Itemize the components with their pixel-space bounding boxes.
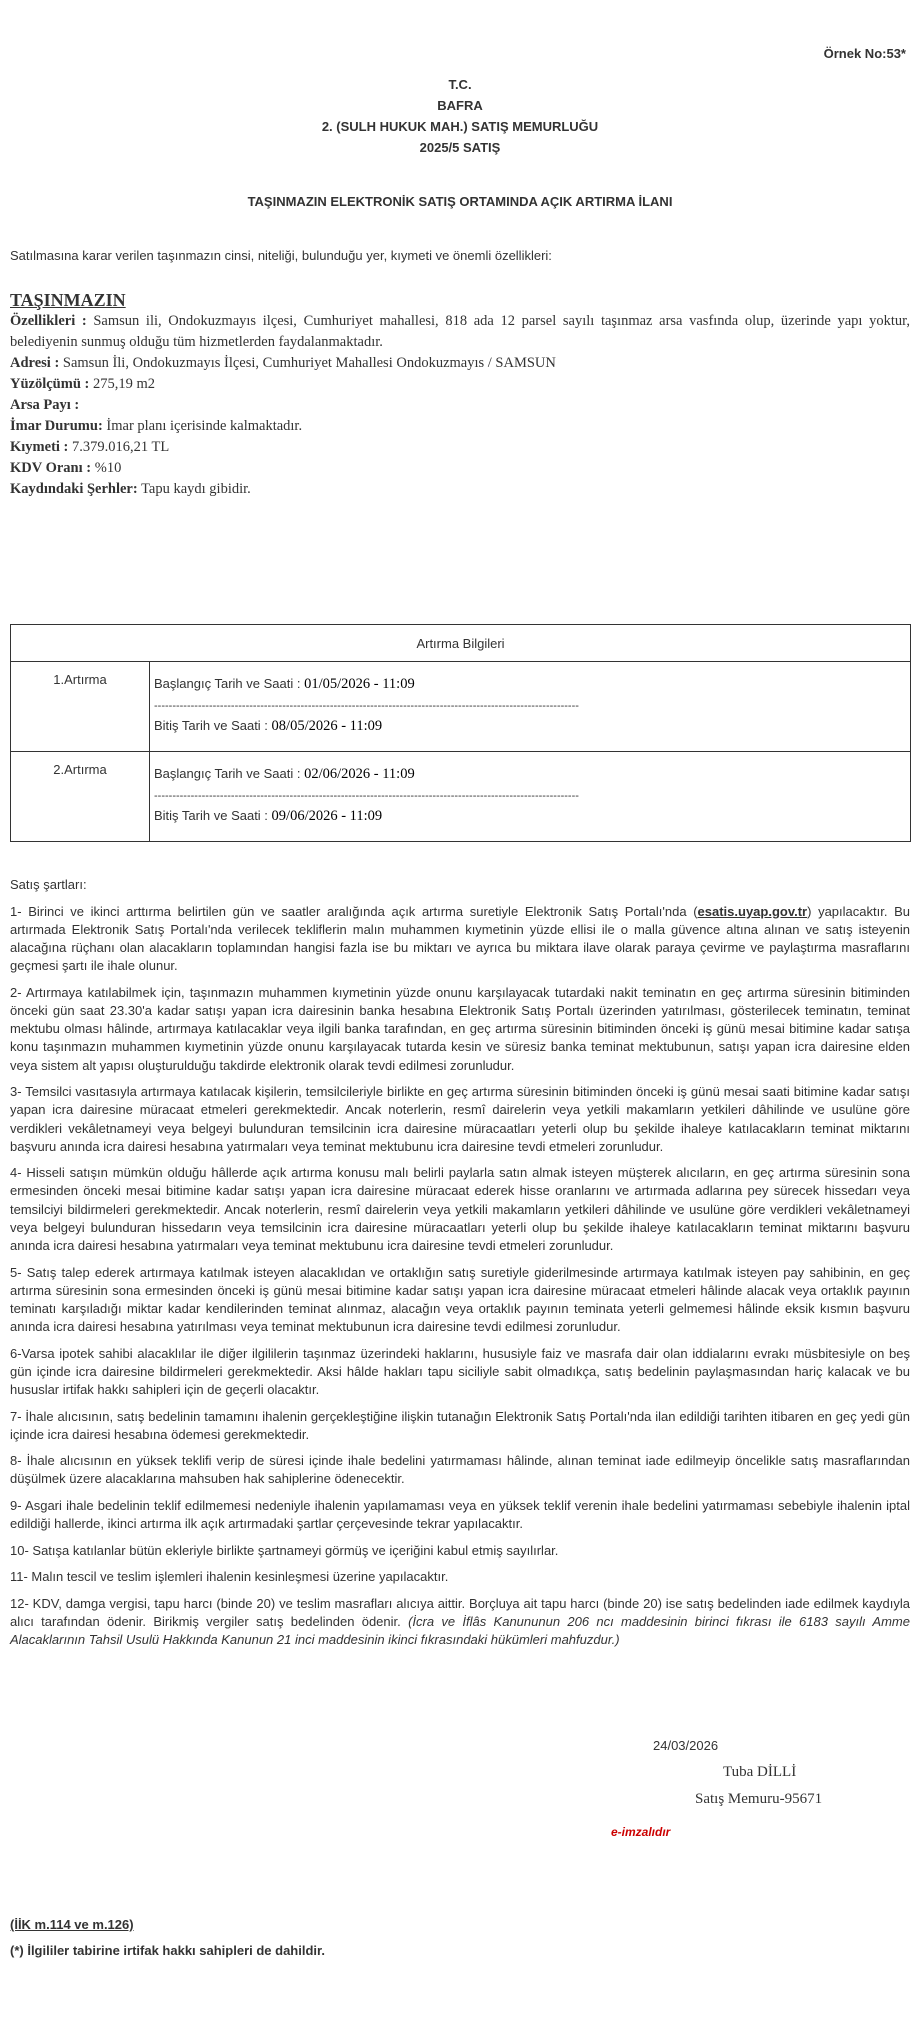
auction-label-2: 2.Artırma [11, 752, 150, 842]
auction-end-2 [154, 806, 906, 826]
header-line-office: 2. (SULH HUKUK MAH.) SATIŞ MEMURLUĞU [321, 119, 599, 134]
annotations-label: Kaydındaki Şerhler: [10, 481, 138, 497]
property-zoning [10, 416, 910, 437]
vat-label: KDV Oranı : [10, 460, 92, 476]
property-vat [10, 458, 910, 479]
zoning-label: İmar Durumu: [10, 418, 103, 434]
property-address [10, 353, 910, 374]
auction-details-1 [150, 662, 911, 752]
signer-name: Tuba DİLLİ [723, 1764, 797, 1780]
property-value [10, 437, 910, 458]
auction-start-1 [154, 674, 906, 694]
condition-6: 6-Varsa ipotek sahibi alacaklılar ile diğer ilgililerin taşınmaz üzerindeki haklarını, hususiyle faiz ve masrafa dair olan iddialarını evrakı müsbitesiyle on beş gün içinde icra dairesine bildirmeleri gerekmektedir. Aksi hâlde hakları tapu siciliyle sabit olmadıkça, satış bedelinin paylaşmasından hariç kalacak ve bu hususlar irtifak hakkı sahipleri için de geçerli olacaktır. [10, 1345, 910, 1398]
property-features [10, 311, 910, 353]
value-label: Kıymeti : [10, 439, 69, 455]
share-label: Arsa Payı : [10, 397, 80, 413]
document-title: TAŞINMAZIN ELEKTRONİK SATIŞ ORTAMINDA AÇIK ARTIRMA İLANI [247, 194, 673, 209]
value-amount: 7.379.016,21 TL [68, 439, 170, 455]
end-label: Bitiş Tarih ve Saati : [154, 808, 272, 823]
address-value: Samsun İli, Ondokuzmayıs İlçesi, Cumhuriyet Mahallesi Ondokuzmayıs / SAMSUN [59, 355, 556, 371]
end-label: Bitiş Tarih ve Saati : [154, 718, 272, 733]
header-line-file: 2025/5 SATIŞ [419, 140, 501, 155]
signer-role: Satış Memuru-95671 [695, 1791, 823, 1807]
start-label: Başlangıç Tarih ve Saati : [154, 676, 305, 691]
condition-1-text-a: 1- Birinci ve ikinci arttırma belirtilen gün ve saatler aralığında açık artırma suretiyle Elektronik Satış Portalı'nda ( [10, 903, 698, 919]
annotations-value: Tapu kaydı gibidir. [137, 481, 251, 497]
signature-date: 24/03/2026 [653, 1738, 719, 1753]
start-label: Başlangıç Tarih ve Saati : [154, 766, 305, 781]
header-line-tc: T.C. [448, 77, 472, 92]
auction-row-1 [11, 662, 911, 752]
condition-7: 7- İhale alıcısının, satış bedelinin tamamını ihalenin gerçekleştiğine ilişkin tutanağın Elektronik Satış Portalı'nda ilan edildiği tarihten itibaren en geç yedi gün içinde icra dairesi hesabına ödemesi gerekmektedir. [10, 1408, 910, 1442]
condition-11: 11- Malın tescil ve teslim işlemleri ihalenin kesinleşmesi üzerine yapılacaktır. [10, 1569, 449, 1585]
condition-3: 3- Temsilci vasıtasıyla artırmaya katılacak kişilerin, temsilcileriyle birlikte en geç artırma süresinin bitiminden önceki iş günü mesai saati bitimine kadar satışı yapan icra dairesine müracaat etmeleri gerekmektedir. Ancak noterlerin, resmî dairelerin veya yetkili makamların yetkileri dâhilinde ve usulüne göre verdikleri vekâletnameyi veya belgeyi bulunduran temsilcinin icra dairesine müracaatları yeterli olup bu şekilde ihaleye katılacakların teminat miktarını başvuru anında icra dairesi hesabına yatırmaları veya teminat mektubunu icra dairesine tevdi etmeleri zorunludur. [10, 1084, 910, 1154]
conditions-heading: Satış şartları: [10, 877, 87, 892]
property-section [10, 289, 910, 500]
header-line-city: BAFRA [437, 98, 483, 113]
property-annotations [10, 479, 910, 500]
condition-5: 5- Satış talep ederek artırmaya katılmak isteyen alacaklıdan ve ortaklığın satış suretiyle giderilmesinde artırmaya katılmak isteyen pay sahibinin, en geç artırma süresinin sona ermesinden önceki iş günü mesai bitimine kadar satışı yapan icra dairesine müracaat etmeleri hâlinde alacak veya ortaklık payının teminatı karşıladığı miktar kadar kendilerinden teminat alınmaz, alacağın veya ortaklık payının teminata yeterli gelmemesi hâlinde eksik kısmın başvuru anında icra dairesi hesabına yatırılması veya teminat mektubunun icra dairesine tevdi edilmesi zorunludur. [10, 1264, 910, 1335]
ornek-number: Örnek No:53* [823, 46, 906, 61]
end-value: 09/06/2026 - 11:09 [271, 808, 383, 824]
condition-1 [10, 903, 910, 976]
condition-12-legal-note: (İcra ve İflâs Kanununun 206 ncı maddesinin birinci fıkrası ile 6183 sayılı Amme Alacaklarının Tahsil Usulü Hakkında Kanunun 21 inci maddesinin ikinci fıkrasındaki hükümleri mahfuzdur.) [10, 1613, 910, 1648]
e-signature-note: e-imzalıdır [611, 1825, 671, 1839]
condition-2: 2- Artırmaya katılabilmek için, taşınmazın muhammen kıymetinin yüzde onunu karşılayacak tutardaki nakit teminatın en geç artırma süresinin bitiminden önceki gün saat 23.30'a kadar satışı yapan icra dairesinin banka hesabına Elektronik Satış Portalı üzerinden yatırılması, gösterilecek teminatın, teminat mektubu olması hâlinde, artırmaya katılacaklar veya ilgili banka tarafından, en geç artırma süresinin bitiminden önceki iş günü mesai bitimine kadar satışa konu taşınmazın muhammen kıymetinin yüzde onunu karşılayacak tutarda kesin ve süresiz banka teminat mektubunun, satışı yapan icra dairesine elden veya sistem alt yapısı oluşturulduğu takdirde elektronik olarak tevdi edilmesi zorunludur. [10, 984, 910, 1073]
condition-1-text-b: ) yapılacaktır. Bu artırmada Elektronik Satış Portalı'nda verilecek tekliflerin malın muhammen kıymetinin yüzde ellisi ile o malla güvence altına alınan ve satış isteyenin alacağına rüçhanı olan alacakların toplamından hangisi fazla ise bu miktarı ve ayrıca bu miktara ilave olarak paraya çevirme ve paylaştırma masraflarını geçmesi şartı ile ihale olunur. [10, 903, 910, 974]
features-label: Özellikleri : [10, 313, 87, 329]
property-area [10, 374, 910, 395]
start-value: 02/06/2026 - 11:09 [304, 766, 415, 782]
condition-10: 10- Satışa katılanlar bütün ekleriyle birlikte şartnameyi görmüş ve içeriğini kabul etmiş sayılırlar. [10, 1542, 559, 1558]
condition-8: 8- İhale alıcısının en yüksek teklifi verip de süresi içinde ihale bedelini yatırmaması hâlinde, alınan teminat iade edilmeyip öncelikle satış masraflarından düşülmek üzere alacaklarına mahsuben hak sahiplerine ödenecektir. [10, 1453, 910, 1487]
condition-12-text: 12- KDV, damga vergisi, tapu harcı (binde 20) ve teslim masrafları alıcıya aittir. Borçluya ait tapu harcı (binde 20) ise satış bedelinden iade edilmek kaydıyla alıcı tarafından ödenir. Birikmiş vergiler satış bedelinden ödenir. [10, 1595, 910, 1629]
condition-9: 9- Asgari ihale bedelinin teklif edilmemesi nedeniyle ihalenin yapılamaması veya en yüksek teklif verenin ihale bedelini yatırmaması sebebiyle ihalenin iptal edildiği hallerde, ikinci artırma ilk açık artırmadaki şartlar çerçevesinde tekrar yapılacaktır. [10, 1497, 910, 1532]
separator-line: -------------------------------------------------------------------------------------------------------------------- [154, 700, 579, 712]
area-label: Yüzölçümü : [10, 376, 90, 392]
auction-end-1 [154, 716, 906, 736]
end-value: 08/05/2026 - 11:09 [271, 718, 383, 734]
sale-conditions [10, 876, 910, 1658]
zoning-value: İmar planı içerisinde kalmaktadır. [102, 418, 303, 434]
document-header [0, 74, 920, 158]
auction-start-2 [154, 764, 906, 784]
esatis-portal-link[interactable]: esatis.uyap.gov.tr [697, 903, 808, 919]
condition-4: 4- Hisseli satışın mümkün olduğu hâllerde açık artırma konusu malı belirli paylarla satın almak isteyen müşterek alıcıların, en geç artırma süresinin sona ermesinden önceki mesai bitimine kadar satışı yapan icra dairesine müracaat ederek hisse oranlarını ve artırmada adlarına pey sürecek hissedarı veya temsilciyi bildirmeleri gerekmektedir. Ancak noterlerin, resmî dairelerin veya yetkili makamların yetkileri dâhilinde ve usulüne göre verdikleri vekâletnameyi veya belgeyi bulunduran hissedarın veya temsilcinin icra dairesine müracaatları yeterli olup bu şekilde ihaleye katılacakların teminat miktarını başvuru anında icra dairesi hesabına yatırmaları veya teminat mektubunu icra dairesine tevdi etmeleri zorunludur. [10, 1165, 910, 1254]
auction-row-2 [11, 752, 911, 842]
condition-12 [10, 1595, 910, 1650]
vat-value: %10 [91, 460, 122, 476]
intro-text: Satılmasına karar verilen taşınmazın cinsi, niteliği, bulunduğu yer, kıymeti ve önemli özellikleri: [10, 248, 552, 263]
area-value: 275,19 m2 [89, 376, 156, 392]
auction-details-2 [150, 752, 911, 842]
auction-info-table [10, 624, 911, 842]
footnote: (*) İlgililer tabirine irtifak hakkı sahipleri de dahildir. [10, 1943, 325, 1958]
address-label: Adresi : [10, 355, 60, 371]
auction-label-1: 1.Artırma [11, 662, 150, 752]
property-heading: TAŞINMAZIN [10, 290, 126, 310]
auction-table-title: Artırma Bilgileri [11, 625, 911, 662]
features-value: Samsun ili, Ondokuzmayıs ilçesi, Cumhuriyet mahallesi, 818 ada 12 parsel sayılı taşınmaz arsa vasfında olup, üzerinde yapı yoktur, belediyenin sunmuş olduğu tüm hizmetlerden faydalanmaktadır. [10, 313, 910, 350]
start-value: 01/05/2026 - 11:09 [304, 676, 415, 692]
property-share [10, 395, 910, 416]
law-reference: (İİK m.114 ve m.126) [10, 1917, 134, 1932]
separator-line: -------------------------------------------------------------------------------------------------------------------- [154, 790, 579, 802]
